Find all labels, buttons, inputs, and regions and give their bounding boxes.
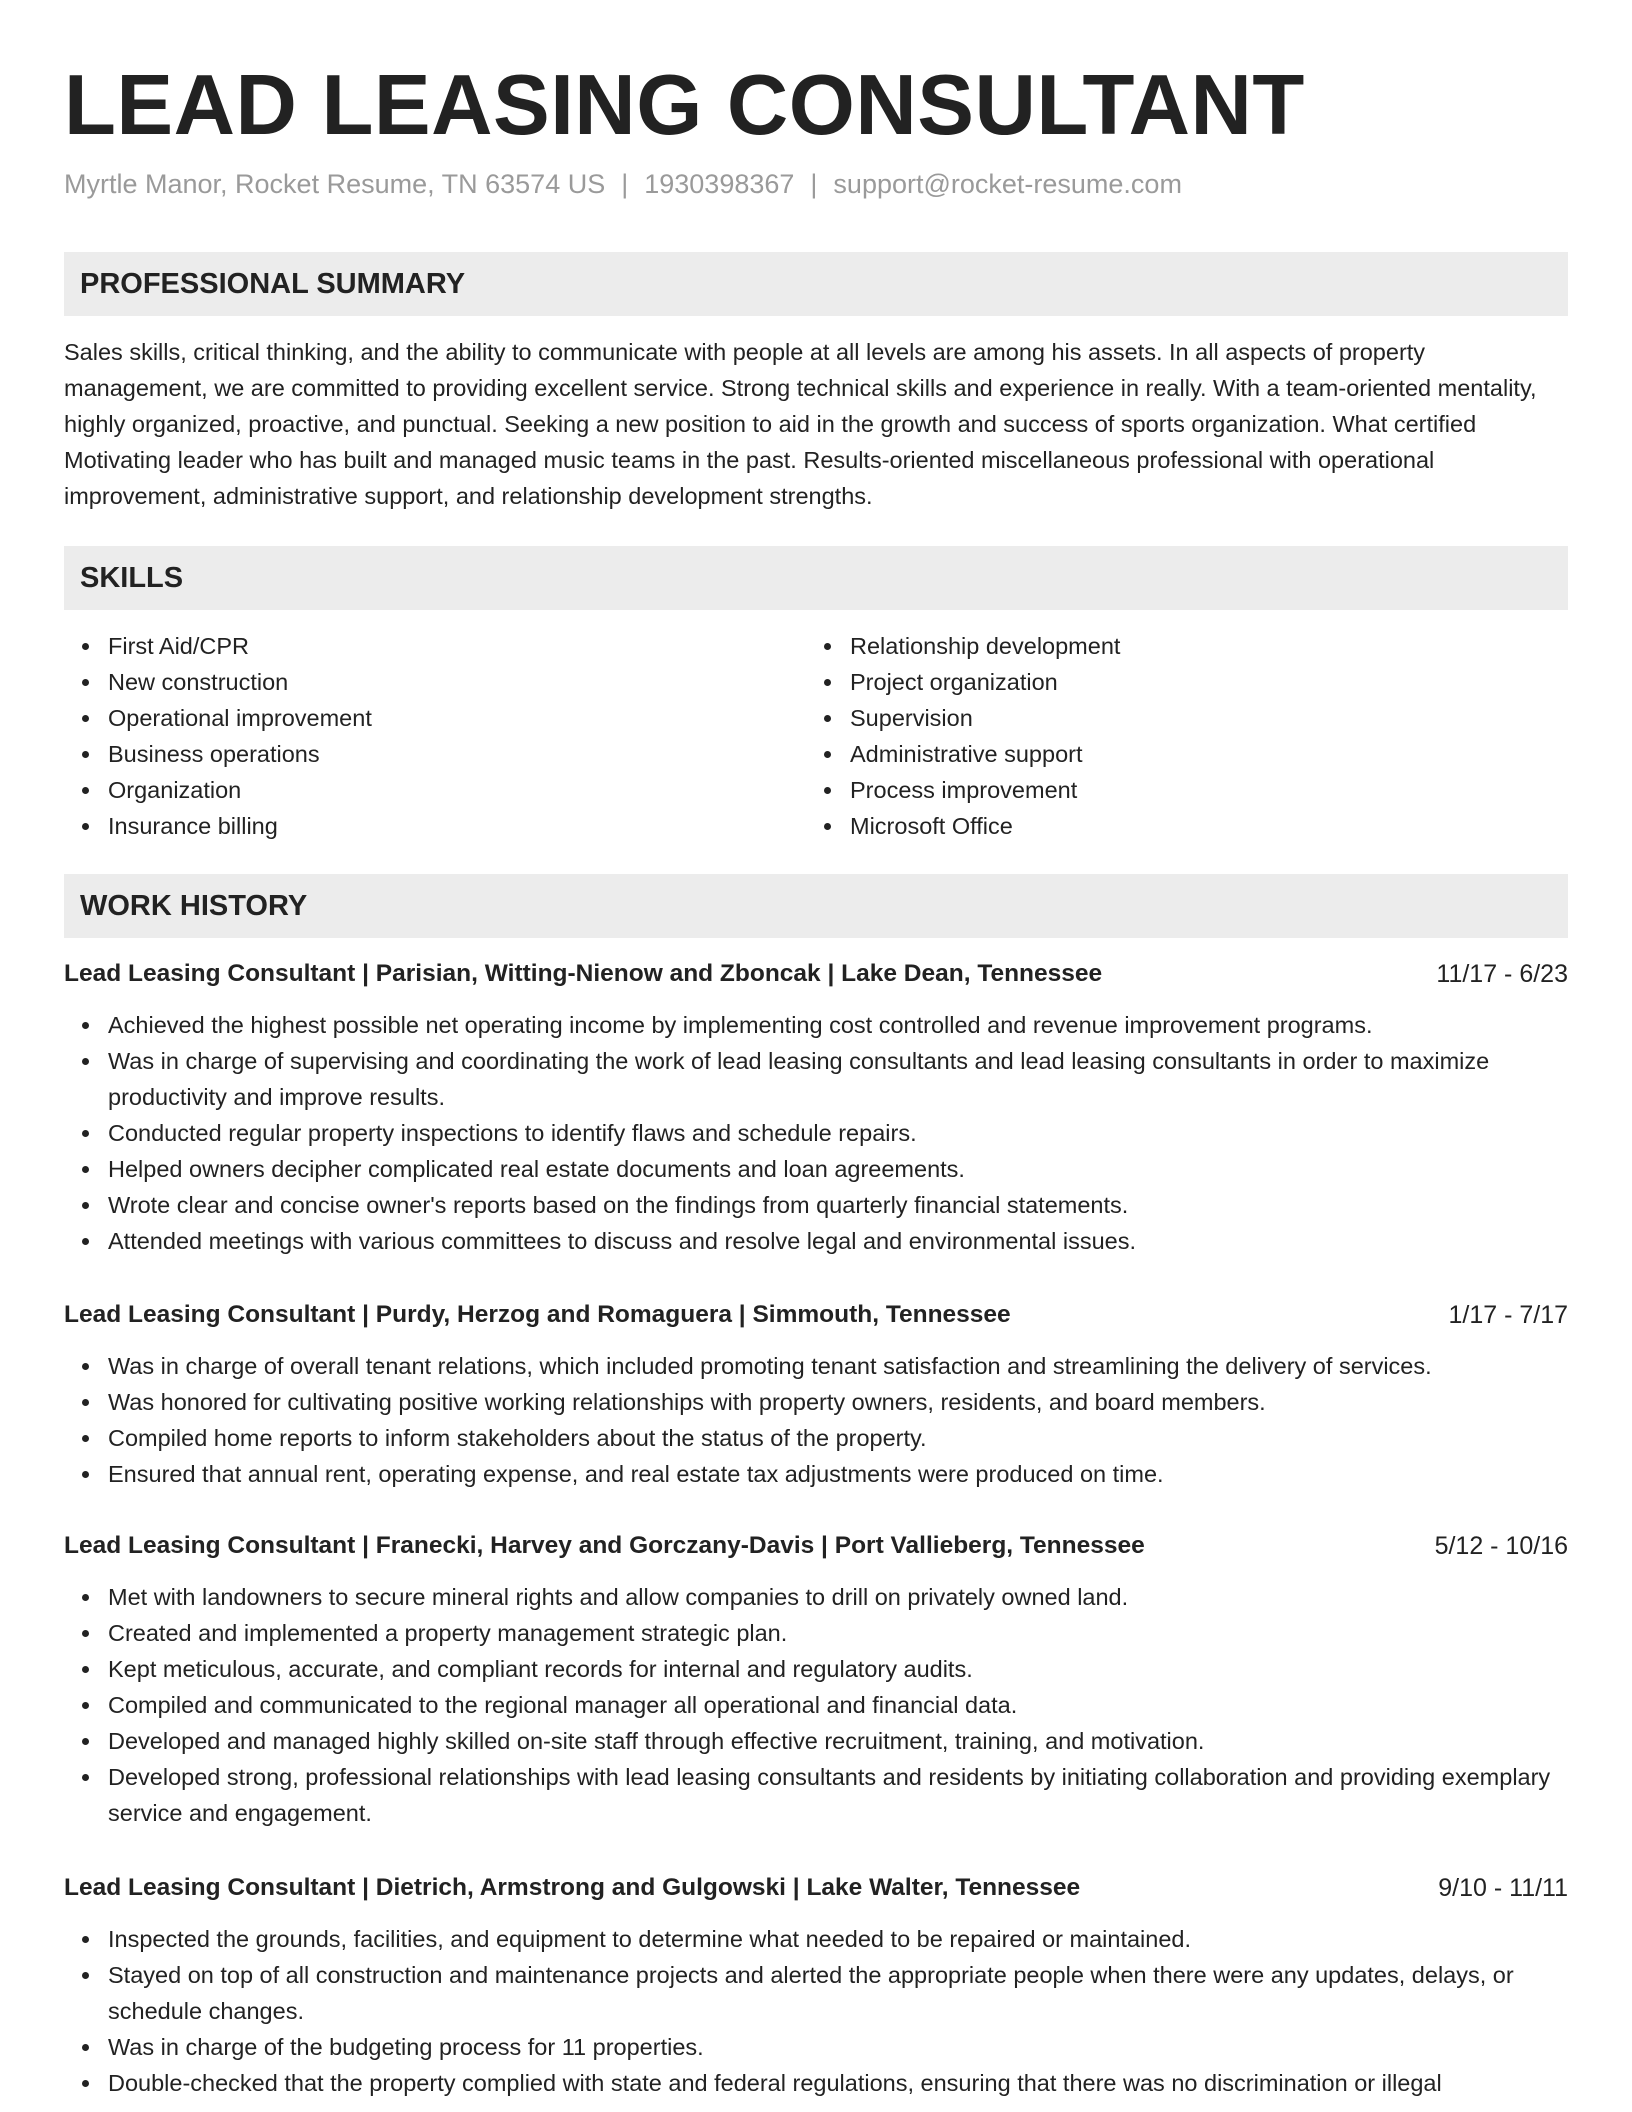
job-entry <box>64 1526 1568 1831</box>
skill-item: Insurance billing <box>64 808 372 844</box>
job-bullet: Ensured that annual rent, operating expense, and real estate tax adjustments were produced on time. <box>64 1456 1568 1492</box>
skill-item: Operational improvement <box>64 700 372 736</box>
job-entry <box>64 954 1568 1259</box>
job-header <box>64 1526 1568 1566</box>
job-bullet: Inspected the grounds, facilities, and equipment to determine what needed to be repaired or maintained. <box>64 1921 1568 1957</box>
skill-item: Project organization <box>806 664 1120 700</box>
skill-item: Business operations <box>64 736 372 772</box>
job-title: Lead Leasing Consultant | Dietrich, Armstrong and Gulgowski | Lake Walter, Tennessee <box>64 1874 1081 1901</box>
job-bullets <box>64 1348 1568 1492</box>
job-bullet: Stayed on top of all construction and maintenance projects and alerted the appropriate people when there were any updates, delays, or schedule changes. <box>64 1957 1568 2029</box>
job-entry <box>64 1295 1568 1492</box>
job-bullet: Was in charge of supervising and coordinating the work of lead leasing consultants and lead leasing consultants in order to maximize productivity and improve results. <box>64 1043 1568 1115</box>
contact-separator: | <box>621 169 629 199</box>
job-dates: 5/12 - 10/16 <box>1434 1532 1568 1560</box>
summary-heading: PROFESSIONAL SUMMARY <box>80 268 466 300</box>
job-dates: 9/10 - 11/11 <box>1438 1874 1568 1902</box>
job-bullets <box>64 1921 1568 2101</box>
work-heading: WORK HISTORY <box>80 890 308 922</box>
job-bullet: Kept meticulous, accurate, and compliant records for internal and regulatory audits. <box>64 1651 1568 1687</box>
job-bullet: Conducted regular property inspections to identify flaws and schedule repairs. <box>64 1115 1568 1151</box>
job-bullet: Developed and managed highly skilled on-site staff through effective recruitment, training, and motivation. <box>64 1723 1568 1759</box>
job-bullet: Developed strong, professional relationships with lead leasing consultants and residents by initiating collaboration and providing exemplary service and engagement. <box>64 1759 1568 1831</box>
contact-line <box>64 164 1182 204</box>
job-dates: 11/17 - 6/23 <box>1436 960 1568 988</box>
contact-separator: | <box>810 169 818 199</box>
job-header <box>64 954 1568 994</box>
job-bullet: Achieved the highest possible net operating income by implementing cost controlled and revenue improvement programs. <box>64 1007 1568 1043</box>
page-title: LEAD LEASING CONSULTANT <box>64 58 1305 153</box>
job-bullet: Was honored for cultivating positive working relationships with property owners, residents, and board members. <box>64 1384 1568 1420</box>
skills-heading: SKILLS <box>80 562 184 594</box>
job-header <box>64 1295 1568 1335</box>
job-bullets <box>64 1579 1568 1831</box>
job-title: Lead Leasing Consultant | Parisian, Witting-Nienow and Zboncak | Lake Dean, Tennessee <box>64 960 1103 987</box>
skill-item: First Aid/CPR <box>64 628 372 664</box>
job-bullets <box>64 1007 1568 1259</box>
skill-item: New construction <box>64 664 372 700</box>
skill-item: Microsoft Office <box>806 808 1120 844</box>
job-bullet: Compiled home reports to inform stakeholders about the status of the property. <box>64 1420 1568 1456</box>
job-bullet: Was in charge of the budgeting process for 11 properties. <box>64 2029 1568 2065</box>
contact-address: Myrtle Manor, Rocket Resume, TN 63574 US <box>64 169 606 199</box>
skills-column-left <box>64 628 372 844</box>
skill-item: Process improvement <box>806 772 1120 808</box>
skill-item: Relationship development <box>806 628 1120 664</box>
job-bullet: Created and implemented a property management strategic plan. <box>64 1615 1568 1651</box>
job-bullet: Helped owners decipher complicated real estate documents and loan agreements. <box>64 1151 1568 1187</box>
job-bullet: Met with landowners to secure mineral rights and allow companies to drill on privately owned land. <box>64 1579 1568 1615</box>
job-bullet: Attended meetings with various committees to discuss and resolve legal and environmental issues. <box>64 1223 1568 1259</box>
skill-item: Administrative support <box>806 736 1120 772</box>
job-bullet: Wrote clear and concise owner's reports based on the findings from quarterly financial statements. <box>64 1187 1568 1223</box>
work-section-header <box>64 874 1568 938</box>
job-entry <box>64 1868 1568 2101</box>
summary-text: Sales skills, critical thinking, and the ability to communicate with people at all levels are among his assets. In all aspects of property management, we are committed to providing excellent service. Strong technical skills and experience in really. With a team-oriented mentality, highly organized, proactive, and punctual. Seeking a new position to aid in the growth and success of sports organization. What certified Motivating leader who has built and managed music teams in the past. Results-oriented miscellaneous professional with operational improvement, administrative support, and relationship development strengths. <box>64 339 1537 509</box>
job-header <box>64 1868 1568 1908</box>
skill-item: Supervision <box>806 700 1120 736</box>
contact-phone: 1930398367 <box>644 169 795 199</box>
contact-email: support@rocket-resume.com <box>833 169 1182 199</box>
skills-section-header <box>64 546 1568 610</box>
skills-column-right <box>806 628 1120 844</box>
job-dates: 1/17 - 7/17 <box>1448 1301 1568 1329</box>
job-bullet: Compiled and communicated to the regional manager all operational and financial data. <box>64 1687 1568 1723</box>
job-title: Lead Leasing Consultant | Purdy, Herzog and Romaguera | Simmouth, Tennessee <box>64 1301 1011 1328</box>
job-bullet: Double-checked that the property complied with state and federal regulations, ensuring that there was no discrimination or illegal <box>64 2065 1568 2101</box>
job-bullet: Was in charge of overall tenant relations, which included promoting tenant satisfaction and streamlining the delivery of services. <box>64 1348 1568 1384</box>
skill-item: Organization <box>64 772 372 808</box>
job-title: Lead Leasing Consultant | Franecki, Harvey and Gorczany-Davis | Port Vallieberg, Tennessee <box>64 1532 1145 1559</box>
summary-section-header <box>64 252 1568 316</box>
